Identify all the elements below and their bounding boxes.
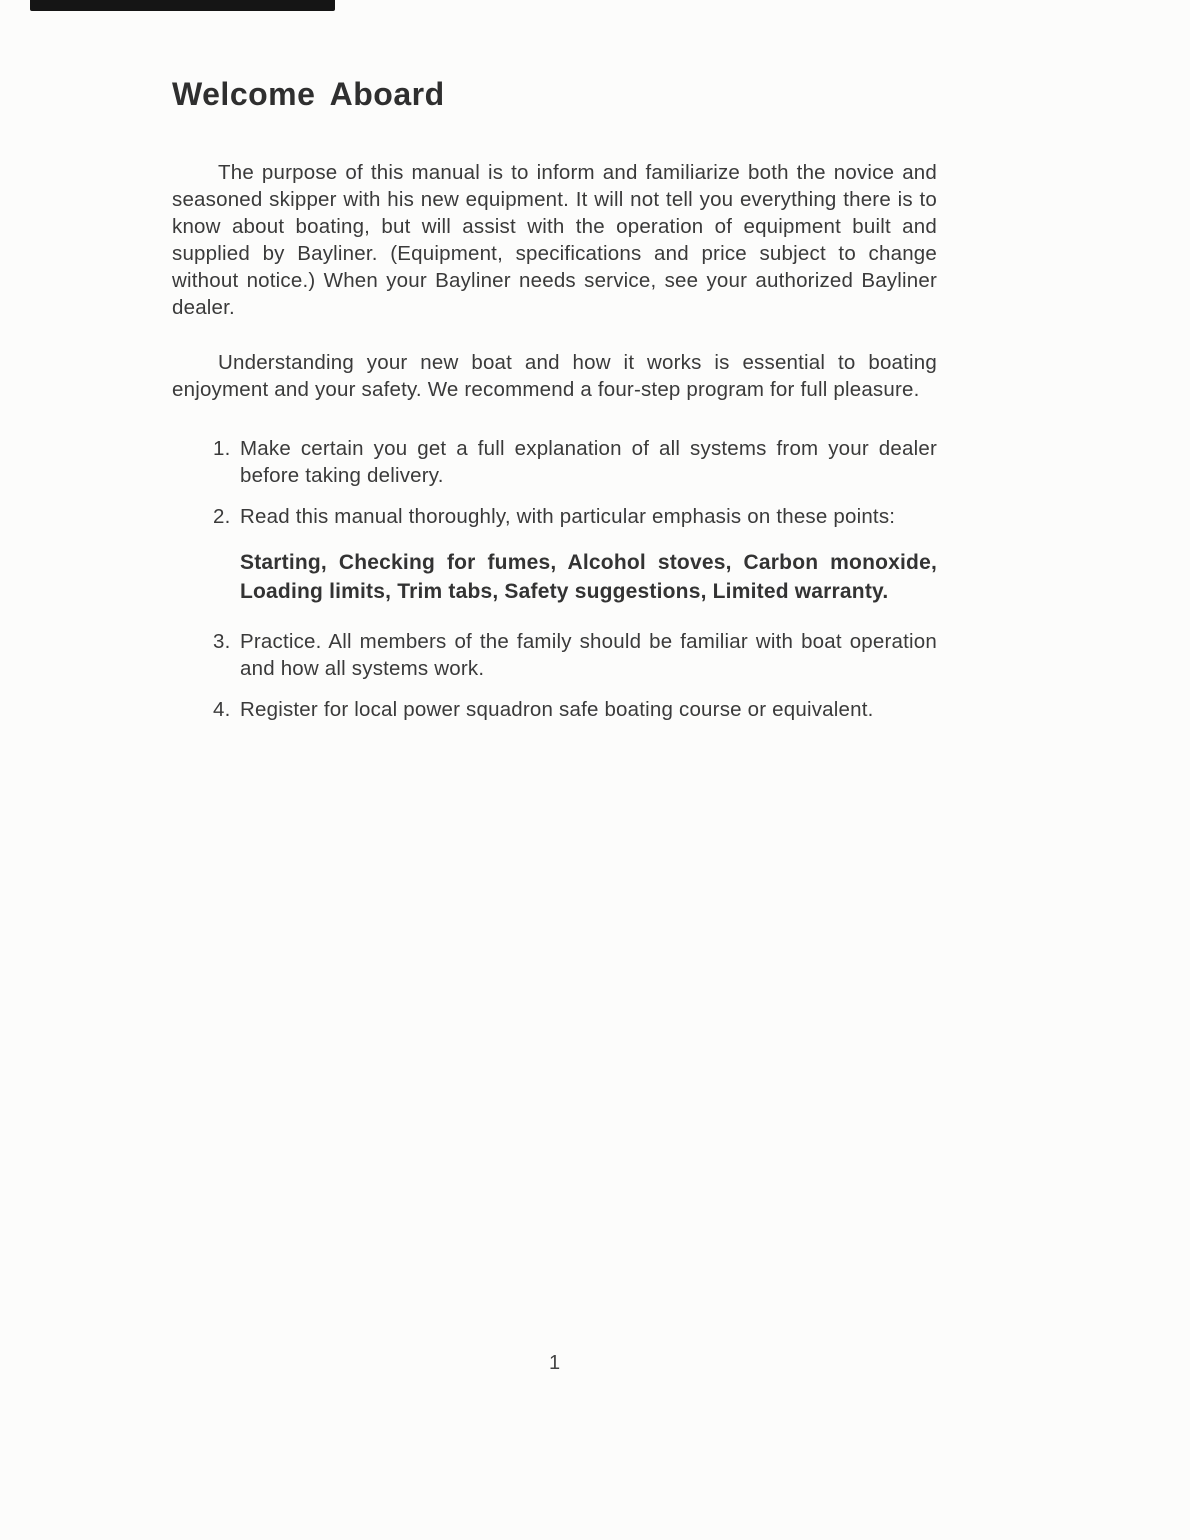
four-step-list xyxy=(172,435,937,723)
list-text-2: Read this manual thoroughly, with particular emphasis on these points: xyxy=(240,505,896,528)
list-item-3 xyxy=(213,628,937,682)
list-text-3: Practice. All members of the family should be familiar with boat operation and how all systems work. xyxy=(240,630,937,680)
list-number-4: 4. xyxy=(213,698,231,721)
list-item-2 xyxy=(213,503,937,530)
paragraph-purpose: The purpose of this manual is to inform and familiarize both the novice and seasoned skipper with his new equipment. It will not tell you everything there is to know about boating, but will assist with the operation of equipment built and supplied by Bayliner. (Equipment, specifications and price subject to change without notice.) When your Bayliner needs service, see your authorized Bayliner dealer. xyxy=(172,161,937,319)
list-item-4 xyxy=(213,696,937,723)
paragraph-understanding: Understanding your new boat and how it works is essential to boating enjoyment and your safety. We recommend a four-step program for full pleasure. xyxy=(172,351,937,401)
emphasis-topics: Starting, Checking for fumes, Alcohol stoves, Carbon monoxide, Loading limits, Trim tabs, Safety suggestions, Limited warranty. xyxy=(240,551,937,603)
list-number-1: 1. xyxy=(213,437,231,460)
list-number-3: 3. xyxy=(213,630,231,653)
list-number-2: 2. xyxy=(213,505,231,528)
list-item-1 xyxy=(213,435,937,489)
list-text-1: Make certain you get a full explanation of all systems from your dealer before taking delivery. xyxy=(240,437,937,487)
page-content xyxy=(172,76,937,737)
page-number: 1 xyxy=(548,1352,561,1374)
page-title: Welcome Aboard xyxy=(172,76,445,112)
scan-artifact-bar xyxy=(30,0,335,11)
list-text-4: Register for local power squadron safe boating course or equivalent. xyxy=(240,698,874,721)
